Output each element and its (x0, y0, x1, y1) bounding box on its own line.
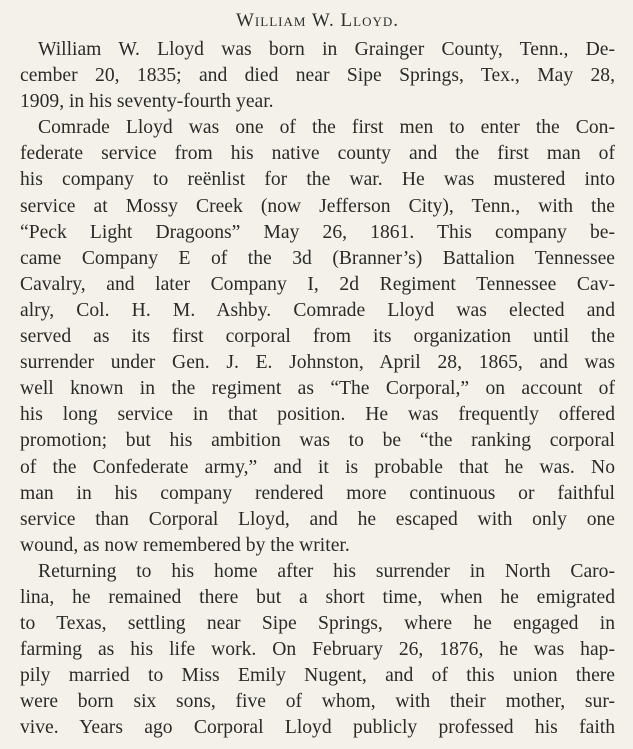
text-line: lina, he remained there but a short time, when he emigrated (20, 586, 615, 608)
text-line: wound, as now remembered by the writer. (20, 534, 350, 556)
obituary-title: William W. Lloyd. (236, 10, 399, 31)
text-line: Returning to his home after his surrender in North Caro- (38, 560, 615, 582)
text-line: his long service in that position. He was frequently offered (20, 404, 615, 426)
text-line: promotion; but his ambition was to be “the ranking corporal (20, 430, 615, 452)
text-line: 1909, in his seventy-fourth year. (20, 91, 274, 113)
text-line: served as its first corporal from its organization until the (20, 326, 615, 348)
text-line: cember 20, 1835; and died near Sipe Springs, Tex., May 28, (20, 65, 615, 87)
text-line: to Texas, settling near Sipe Springs, where he engaged in (20, 613, 615, 635)
text-line: William W. Lloyd was born in Grainger County, Tenn., De- (38, 39, 615, 60)
text-line: service at Mossy Creek (now Jefferson City), Tenn., with the (20, 195, 615, 217)
text-line: man in his company rendered more continuous or faithful (20, 482, 615, 504)
text-line: came Company E of the 3d (Branner’s) Battalion Tennessee (20, 247, 615, 269)
text-line: “Peck Light Dragoons” May 26, 1861. This company be- (20, 221, 615, 243)
paragraph-1 (20, 37, 615, 115)
text-line: Cavalry, and later Company I, 2d Regiment Tennessee Cav- (20, 273, 615, 295)
paragraph-2 (20, 115, 615, 559)
text-line: vive. Years ago Corporal Lloyd publicly professed his faith (20, 717, 615, 739)
text-line: alry, Col. H. M. Ashby. Comrade Lloyd was elected and (20, 299, 615, 321)
text-line: of the Confederate army,” and it is probable that he was. No (20, 456, 615, 478)
text-line: well known in the regiment as “The Corporal,” on account of (20, 378, 615, 400)
text-line: service than Corporal Lloyd, and he escaped with only one (20, 508, 615, 530)
text-line: farming as his life work. On February 26, 1876, he was hap- (20, 639, 615, 661)
text-line: his company to reënlist for the war. He was mustered into (20, 169, 615, 191)
paragraph-3 (20, 559, 615, 742)
text-line: federate service from his native county and the first man of (20, 143, 615, 165)
text-line: Comrade Lloyd was one of the first men to enter the Con- (38, 117, 615, 139)
text-line: surrender under Gen. J. E. Johnston, April 28, 1865, and was (20, 352, 615, 374)
text-line: were born six sons, five of whom, with their mother, sur- (20, 691, 615, 713)
text-line: pily married to Miss Emily Nugent, and of this union there (20, 665, 615, 687)
